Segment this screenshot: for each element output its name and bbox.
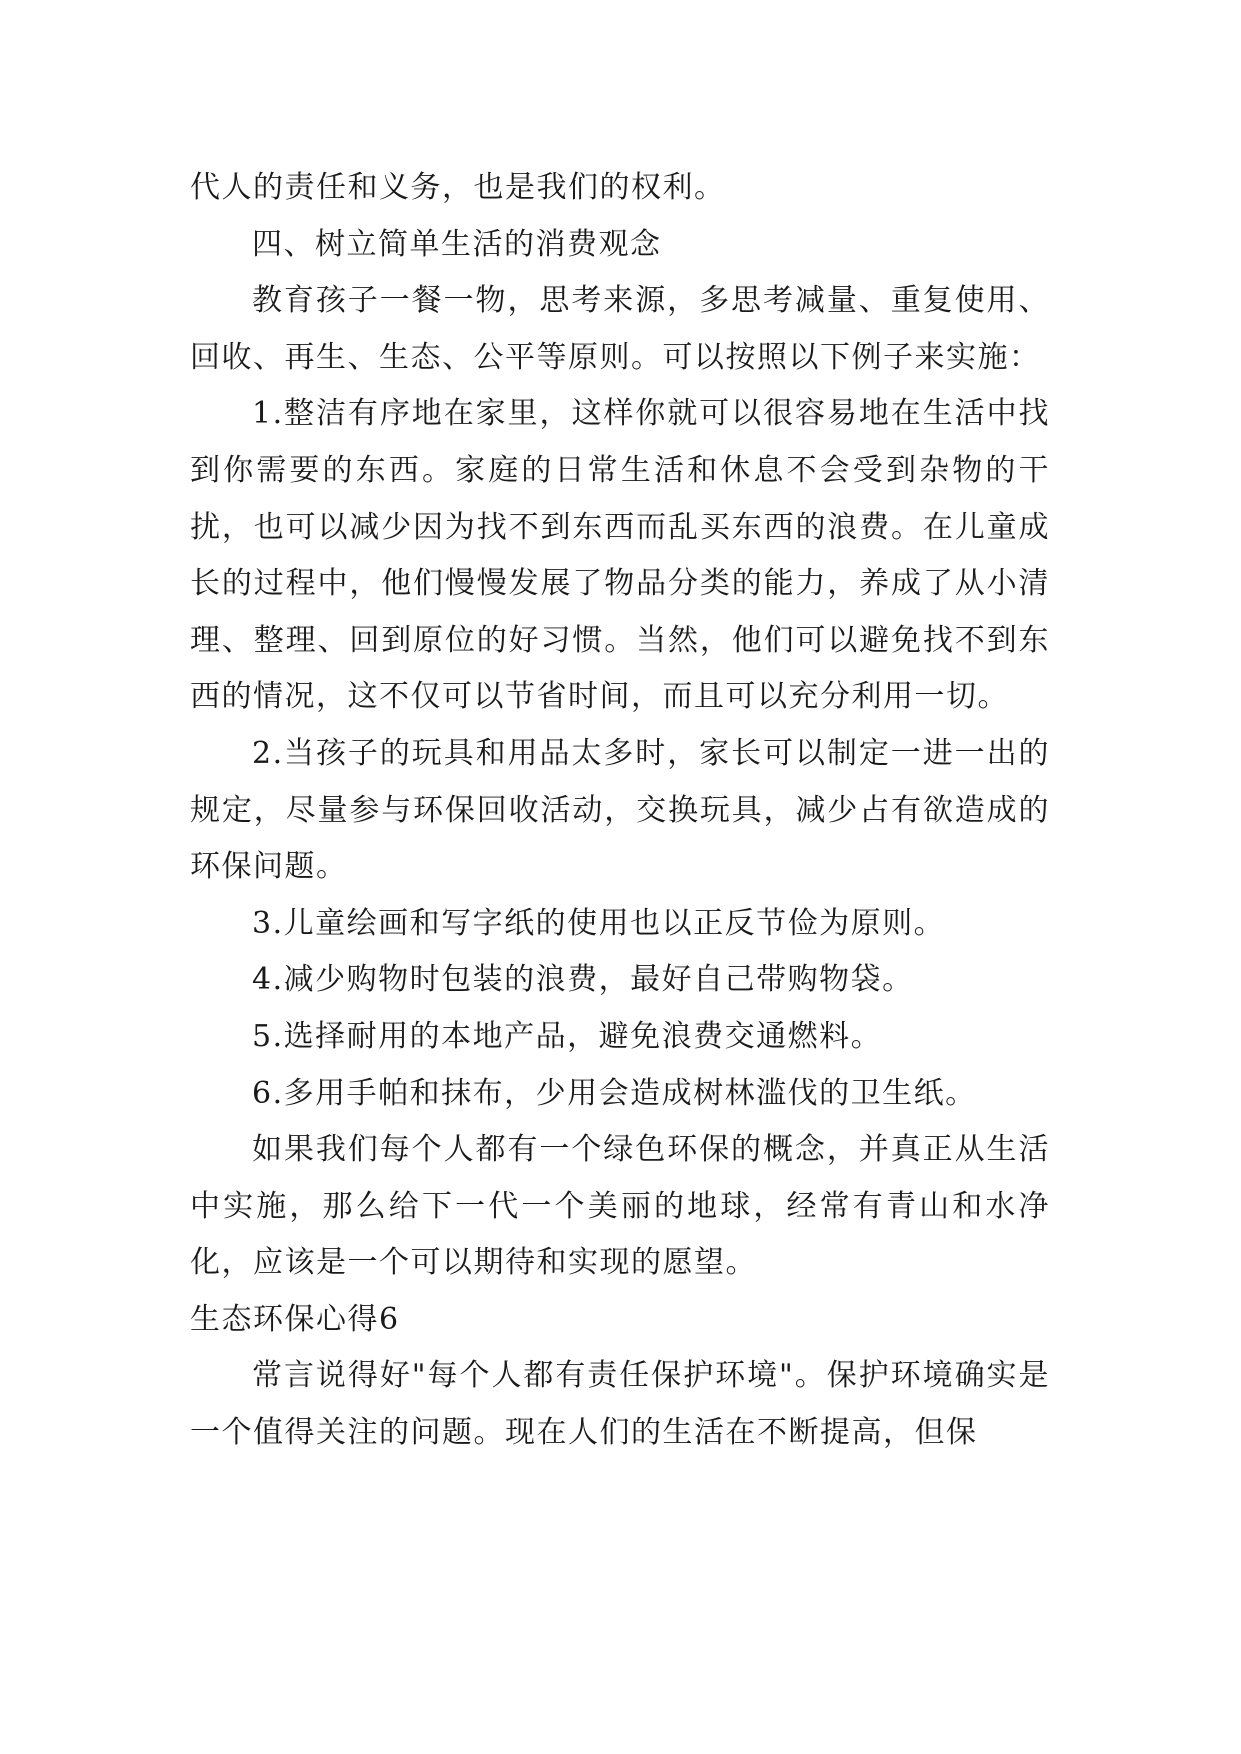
paragraph-conclusion: 如果我们每个人都有一个绿色环保的概念，并真正从生活中实施，那么给下一代一个美丽的地球，经常有青山和水净化，应该是一个可以期待和实现的愿望。	[190, 1132, 1050, 1281]
article-title: 生态环保心得6	[190, 1301, 400, 1337]
list-item-4: 4.减少购物时包装的浪费，最好自己带购物袋。	[252, 962, 914, 998]
section-heading: 四、树立简单生活的消费观念	[252, 226, 662, 262]
list-item-1: 1.整洁有序地在家里，这样你就可以很容易地在生活中找到你需要的东西。家庭的日常生活和休息不会受到杂物的干扰，也可以减少因为找不到东西而乱买东西的浪费。在儿童成长的过程中，他们慢慢发展了物品分类的能力，养成了从小清理、整理、回到原位的好习惯。当然，他们可以避免找不到东西的情况，这不仅可以节省时间，而且可以充分利用一切。	[190, 396, 1050, 715]
document-body	[190, 160, 1050, 1462]
list-item-6: 6.多用手帕和抹布，少用会造成树林滥伐的卫生纸。	[252, 1075, 977, 1111]
paragraph-continuation: 代人的责任和义务，也是我们的权利。	[190, 170, 726, 205]
list-item-5: 5.选择耐用的本地产品，避免浪费交通燃料。	[252, 1018, 883, 1054]
list-item-2: 2.当孩子的玩具和用品太多时，家长可以制定一进一出的规定，尽量参与环保回收活动，交换玩具，减少占有欲造成的环保问题。	[190, 735, 1050, 885]
list-item-3: 3.儿童绘画和写字纸的使用也以正反节俭为原则。	[252, 905, 946, 941]
paragraph-intro: 教育孩子一餐一物，思考来源，多思考减量、重复使用、回收、再生、生态、公平等原则。可以按照以下例子来实施：	[190, 283, 1050, 375]
paragraph-opening: 常言说得好"每个人都有责任保护环境"。保护环境确实是一个值得关注的问题。现在人们的生活在不断提高，但保	[190, 1358, 1050, 1451]
